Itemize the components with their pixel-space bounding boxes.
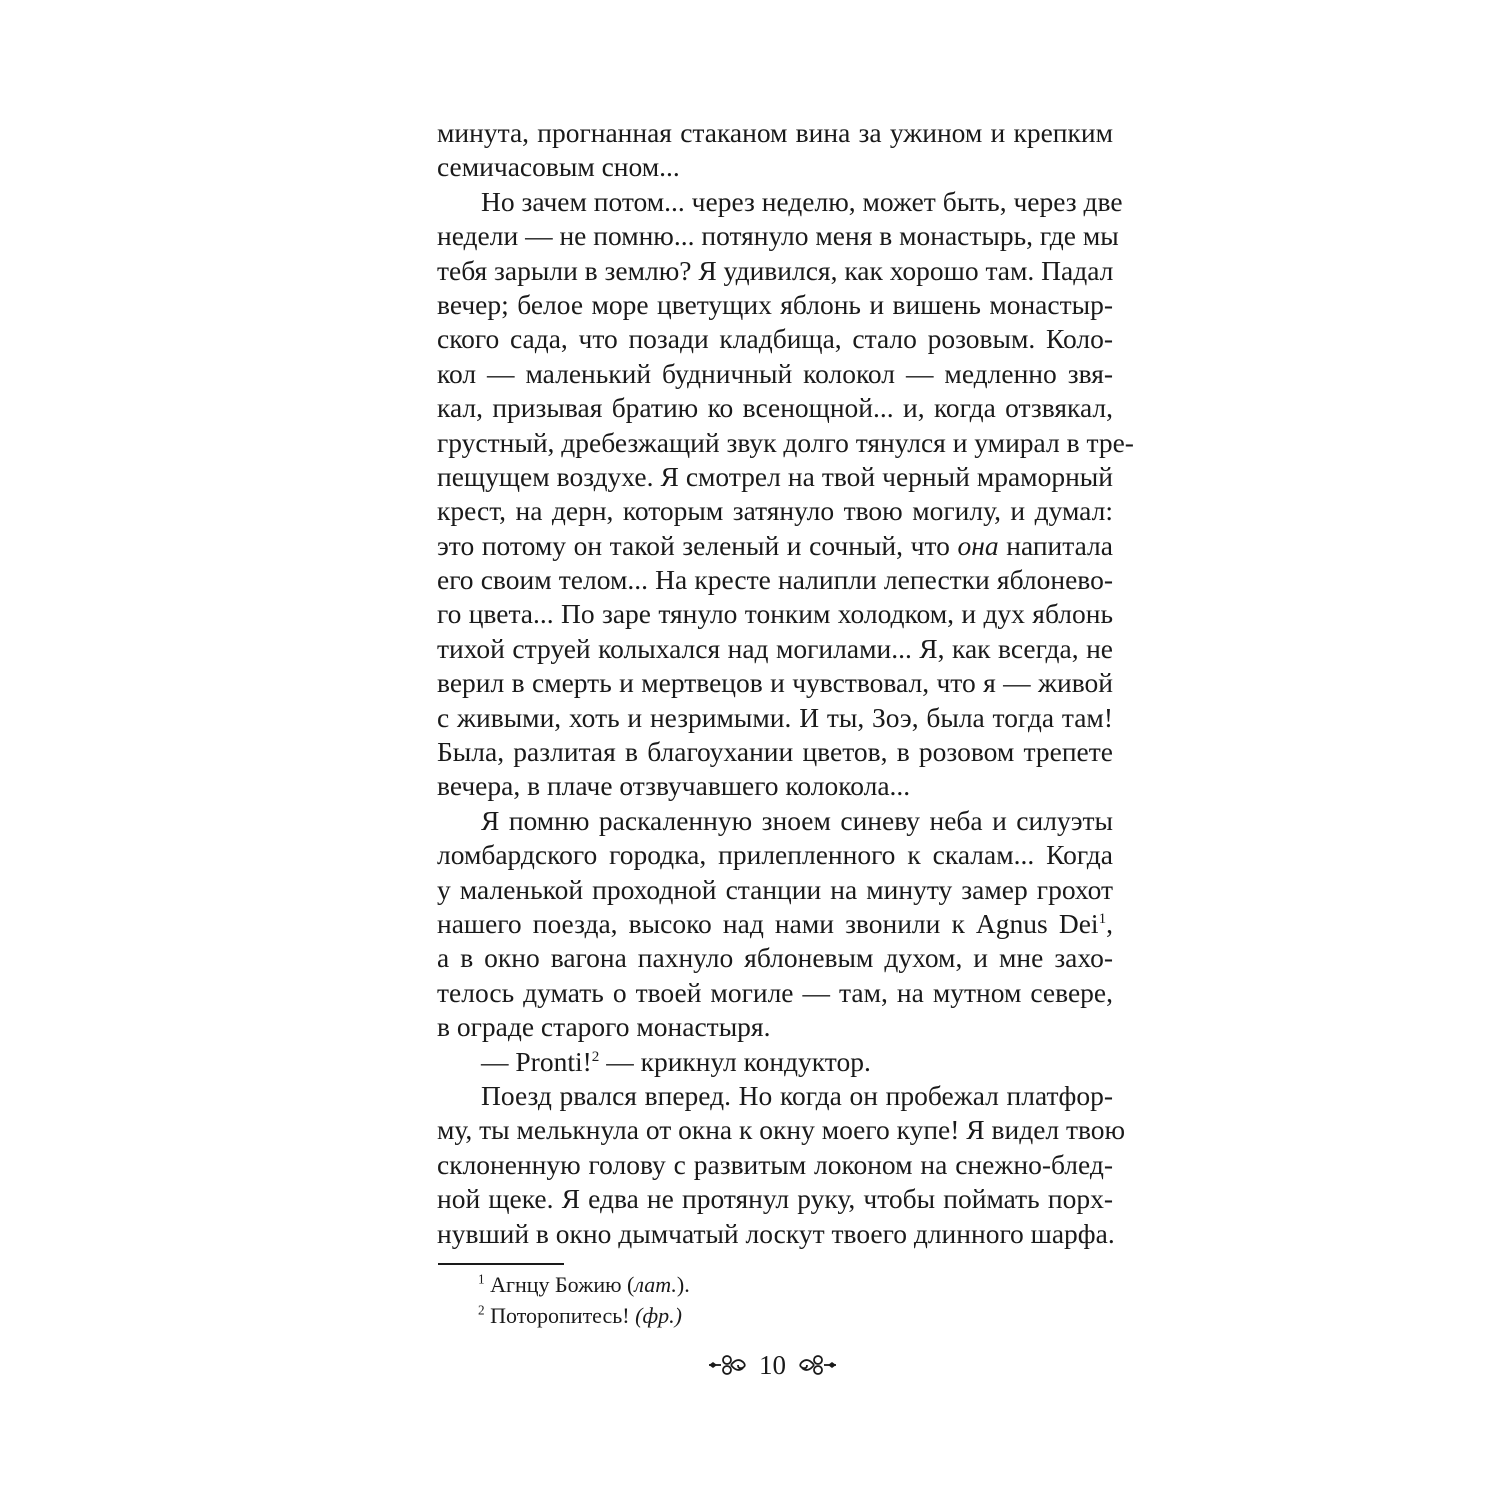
text-line: кол — маленький будничный колокол — медленно звя-: [437, 357, 1113, 389]
text-line: семичасовым сном...: [437, 151, 680, 183]
ornament-right-icon: [796, 1353, 838, 1377]
text-line: Я помню раскаленную зноем синеву неба и силуэты: [481, 804, 1113, 836]
footnotes: [478, 1269, 690, 1331]
text-line: ной щеке. Я едва не протянул руку, чтобы поймать порх-: [437, 1183, 1113, 1215]
text-line: крест, на дерн, которым затянуло твою могилу, и думал:: [437, 495, 1113, 527]
text-line: склоненную голову с развитым локоном на снежно-блед-: [437, 1148, 1113, 1180]
main-text: [437, 116, 1134, 1251]
text-run: — крикнул кондуктор.: [599, 1045, 871, 1077]
footnote-text: Поторопитесь!: [484, 1303, 636, 1328]
text-run: ,: [1106, 907, 1113, 939]
text-line: верил в смерть и мертвецов и чувствовал, что я — живой: [437, 667, 1113, 699]
emphasis-word: она: [957, 529, 999, 561]
text-line: грустный, дребезжащий звук долго тянулся и умирал в тре-: [437, 426, 1134, 458]
footnote-tail: ).: [676, 1272, 690, 1297]
text-run: напитала: [998, 529, 1113, 561]
text-line: ского сада, что позади кладбища, стало розовым. Коло-: [437, 323, 1113, 355]
text-line: вечера, в плаче отзвучавшего колокола...: [437, 770, 911, 802]
text-line: а в окно вагона пахнуло яблоневым духом, и мне захо-: [437, 942, 1113, 974]
text-line: вечер; белое море цветущих яблонь и вишень монастыр-: [437, 288, 1113, 320]
text-run: нашего поезда, высоко над нами звонили к Agnus Dei: [437, 907, 1099, 939]
text-run: это потому он такой зеленый и сочный, что: [437, 529, 958, 561]
text-line: кал, призывая братию ко всенощной... и, когда отзвякал,: [437, 392, 1113, 424]
footnote-divider: [438, 1263, 564, 1265]
text-line: ломбардского городка, прилепленного к скалам... Когда: [437, 839, 1113, 871]
footnote-ref-2[interactable]: 2: [591, 1048, 600, 1065]
text-line: му, ты мелькнула от окна к окну моего купе! Я видел твою: [437, 1114, 1126, 1146]
page-number: 10: [759, 1349, 786, 1380]
text-line: телось думать о твоей могиле — там, на мутном севере,: [437, 976, 1113, 1008]
text-line: его своим телом... На кресте налипли лепестки яблонево-: [437, 564, 1113, 596]
ornament-left-icon: [707, 1353, 749, 1377]
text-line: в ограде старого монастыря.: [437, 1011, 771, 1043]
text-line: тебя зарыли в землю? Я удивился, как хорошо там. Падал: [437, 254, 1114, 286]
text-line: Но зачем потом... через неделю, может быть, через две: [481, 185, 1123, 217]
page-footer: [700, 1345, 845, 1385]
text-line: го цвета... По заре тянуло тонким холодком, и дух яблонь: [437, 598, 1113, 630]
text-line: [437, 1045, 1113, 1079]
text-line: пещущем воздухе. Я смотрел на твой черный мраморный: [437, 460, 1113, 492]
footnote-italic: лат.: [634, 1272, 677, 1297]
footnote-ref-1[interactable]: 1: [1098, 910, 1107, 927]
text-run: — Pronti!: [481, 1045, 592, 1077]
text-line: нувший в окно дымчатый лоскут твоего длинного шарфа.: [437, 1217, 1115, 1249]
footnote-1: [478, 1269, 690, 1300]
text-line: тихой струей колыхался над могилами... Я, как всегда, не: [437, 632, 1113, 664]
text-line: Поезд рвался вперед. Но когда он пробежал платфор-: [481, 1079, 1113, 1111]
text-line: с живыми, хоть и незримыми. И ты, Зоэ, была тогда там!: [437, 701, 1113, 733]
text-line: [437, 529, 1113, 563]
footnote-mark: 2: [478, 1302, 485, 1318]
text-line: Была, разлитая в благоухании цветов, в розовом трепете: [437, 736, 1113, 768]
footnote-mark: 1: [478, 1271, 485, 1287]
text-line: минута, прогнанная стаканом вина за ужином и крепким: [437, 117, 1113, 148]
footnote-italic: (фр.): [635, 1303, 682, 1328]
text-line: у маленькой проходной станции на минуту замер грохот: [437, 873, 1113, 905]
text-line: недели — не помню... потянуло меня в монастырь, где мы: [437, 220, 1119, 252]
text-line: [437, 907, 1113, 941]
footnote-2: [478, 1300, 690, 1331]
footnote-text: Агнцу Божию (: [484, 1272, 635, 1297]
